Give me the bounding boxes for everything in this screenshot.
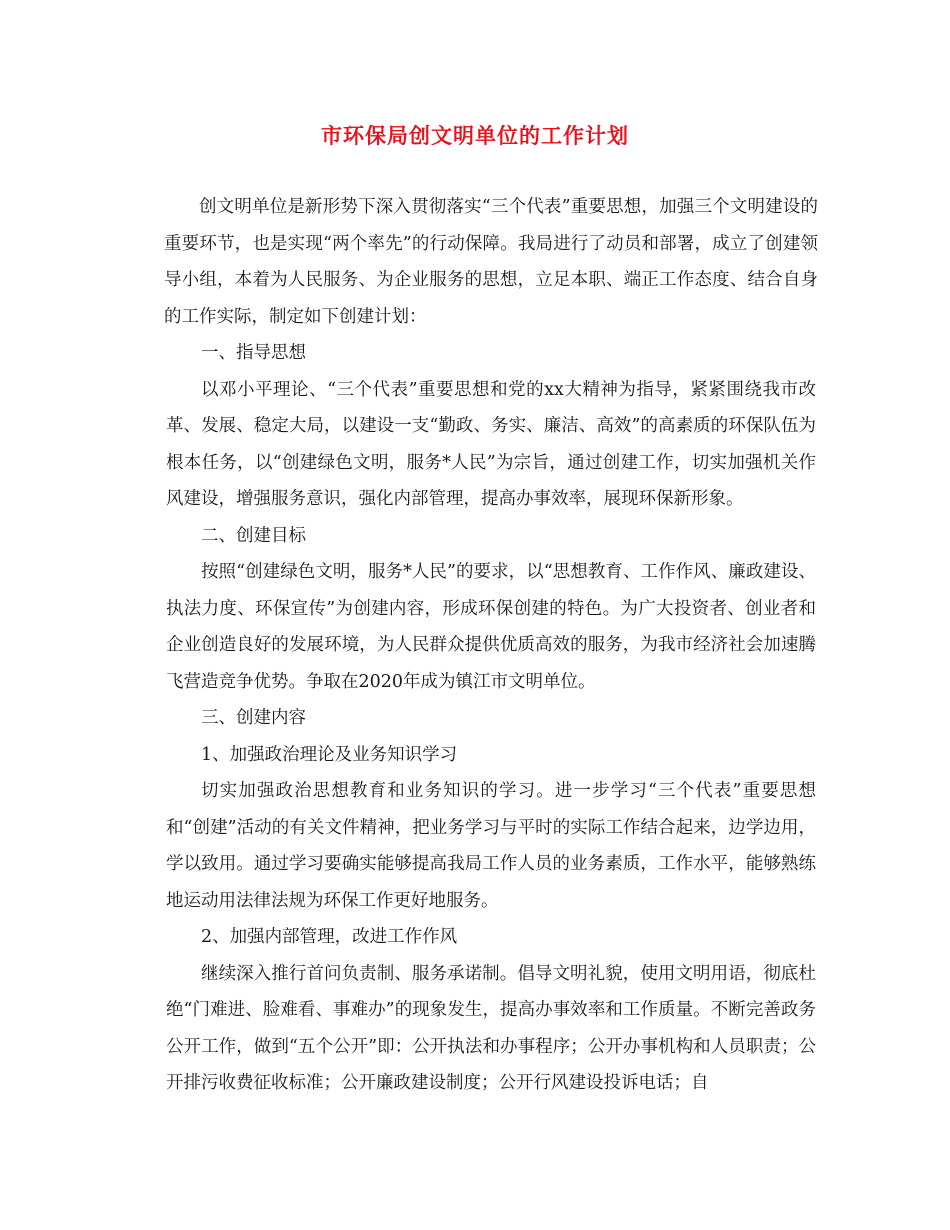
subheading-study: 1、加强政治理论及业务知识学习 xyxy=(201,744,458,765)
paragraph-guiding-ideology: 以邓小平理论、“三个代表”重要思想和党的xx大精神为指导，紧紧围绕我市改革、发展、稳定大局，以建设一支“勤政、务实、廉洁、高效”的高素质的环保队伍为根本任务，以“创建绿色文明，服务*人民”为宗旨，通过创建工作，切实加强机关作风建设，增强服务意识，强化内部管理，提高办事效率，展现环保新形象。 xyxy=(166,379,816,509)
paragraph-intro: 创文明单位是新形势下深入贯彻落实“三个代表”重要思想，加强三个文明建设的重要环节，也是实现“两个率先”的行动保障。我局进行了动员和部署，成立了创建领导小组，本着为人民服务、为企业服务的思想，立足本职、端正工作态度、结合自身的工作实际，制定如下创建计划： xyxy=(164,197,818,327)
paragraph-goals: 按照“创建绿色文明，服务*人民”的要求，以“思想教育、工作作风、廉政建设、执法力度、环保宣传”为创建内容，形成环保创建的特色。为广大投资者、创业者和企业创造良好的发展环境，为人民群众提供优质高效的服务，为我市经济社会加速腾飞营造竞争优势。争取在2020年成为镇江市文明单位。 xyxy=(166,562,816,692)
document-title: 市环保局创文明单位的工作计划 xyxy=(321,124,629,148)
subheading-management: 2、加强内部管理，改进工作作风 xyxy=(201,927,458,947)
section-heading-content: 三、创建内容 xyxy=(201,708,306,728)
paragraph-management: 继续深入推行首问负责制、服务承诺制。倡导文明礼貌，使用文明用语，彻底杜绝“门难进、脸难看、事难办”的现象发生，提高办事效率和工作质量。不断完善政务公开工作，做到“五个公开”即：公开执法和办事程序；公开办事机构和人员职责；公开排污收费征收标准；公开廉政建设制度；公开行风建设投诉电话；自 xyxy=(166,963,816,1093)
document-body xyxy=(166,189,816,1102)
paragraph-study: 切实加强政治思想教育和业务知识的学习。进一步学习“三个代表”重要思想和“创建”活动的有关文件精神，把业务学习与平时的实际工作结合起来，边学边用，学以致用。通过学习要确实能够提高我局工作人员的业务素质，工作水平，能够熟练地运动用法律法规为环保工作更好地服务。 xyxy=(166,781,816,911)
section-heading-goals: 二、创建目标 xyxy=(201,525,306,546)
section-heading-guiding-ideology: 一、指导思想 xyxy=(201,343,306,363)
